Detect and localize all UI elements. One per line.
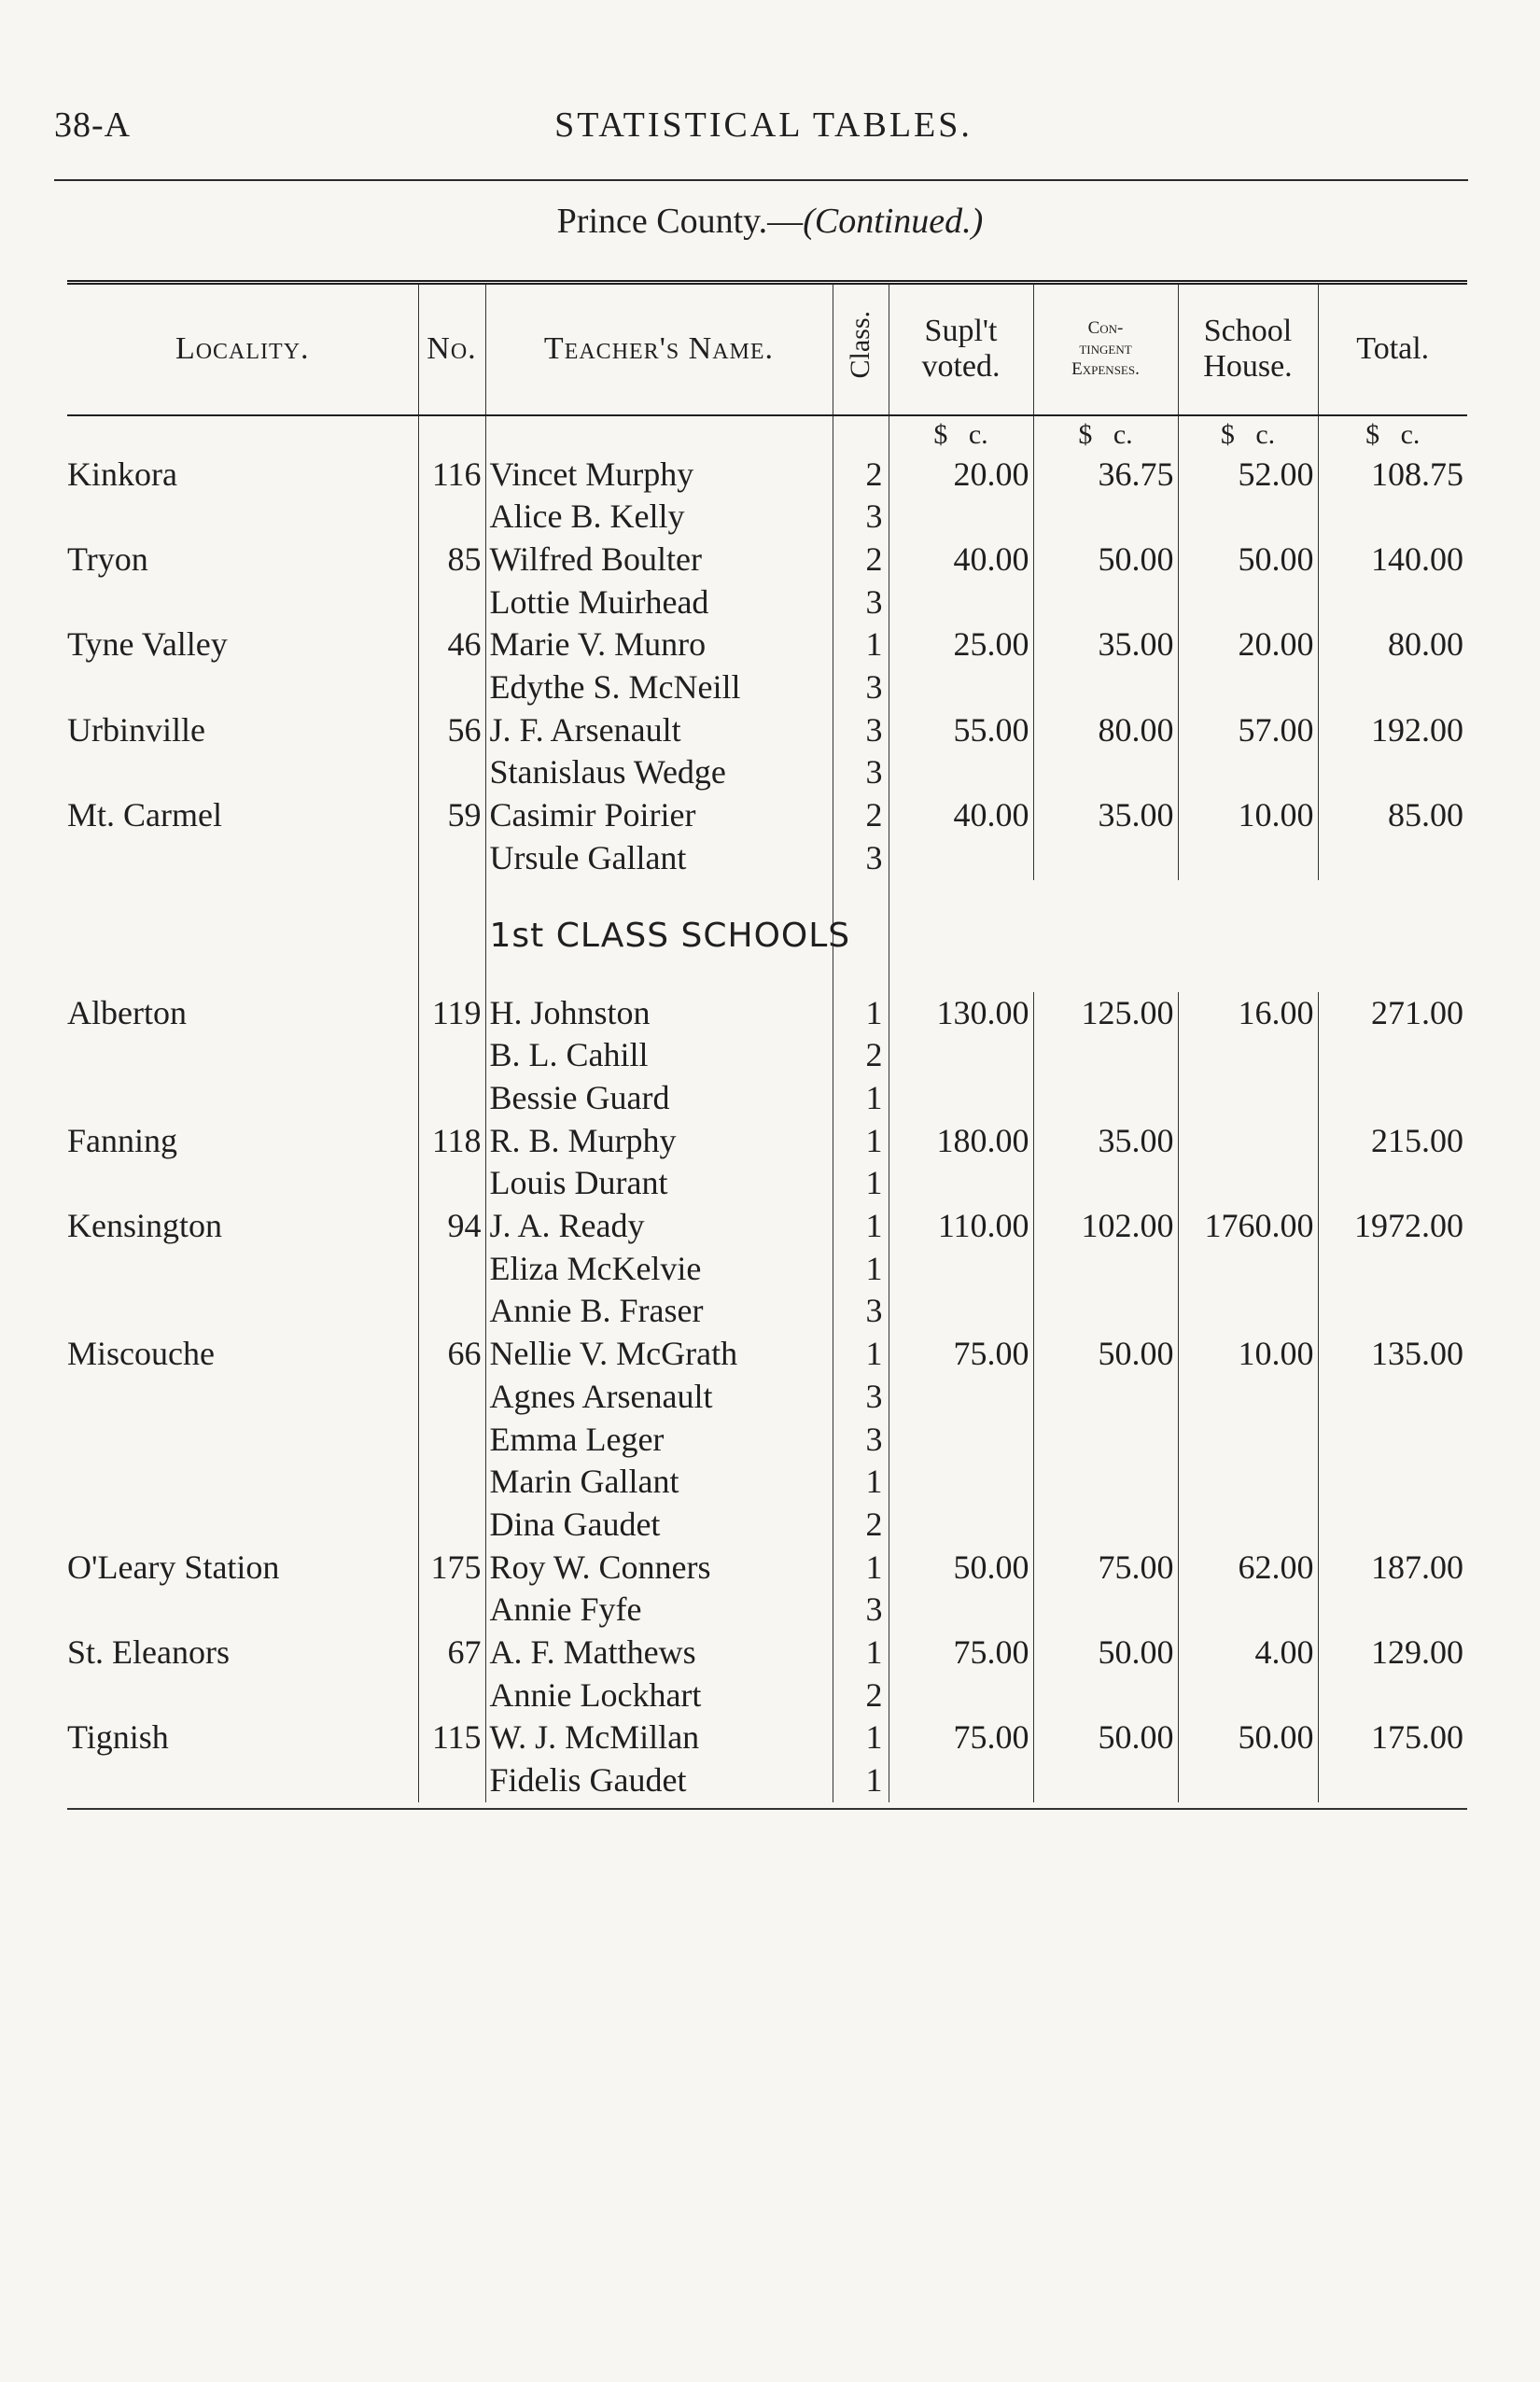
teacher-name-cell: Bessie Guard — [485, 1077, 833, 1120]
contingent-cell: 35.00 — [1033, 794, 1178, 837]
supplement-cell — [889, 1674, 1033, 1717]
class-cell: 1 — [833, 1205, 889, 1248]
teacher-name-cell: J. F. Arsenault — [485, 709, 833, 752]
locality-cell — [67, 1376, 418, 1419]
number-cell: 46 — [418, 624, 485, 666]
table-row — [67, 1376, 1467, 1419]
total-cell: 135.00 — [1318, 1333, 1467, 1376]
units-cell: $ c. — [1033, 415, 1178, 454]
total-cell: 108.75 — [1318, 454, 1467, 497]
school-house-cell — [1178, 1504, 1318, 1547]
locality-cell — [67, 1162, 418, 1205]
supplement-cell: 75.00 — [889, 1632, 1033, 1674]
teacher-name-cell: R. B. Murphy — [485, 1120, 833, 1163]
school-house-cell — [1178, 666, 1318, 709]
number-cell: 94 — [418, 1205, 485, 1248]
school-house-cell: 20.00 — [1178, 624, 1318, 666]
locality-cell — [67, 666, 418, 709]
teacher-name-cell: Casimir Poirier — [485, 794, 833, 837]
contingent-cell: 50.00 — [1033, 1716, 1178, 1759]
total-cell: 192.00 — [1318, 709, 1467, 752]
school-house-cell — [1178, 1674, 1318, 1717]
total-cell — [1318, 1034, 1467, 1077]
contingent-cell: 50.00 — [1033, 539, 1178, 581]
supplement-cell — [889, 1461, 1033, 1504]
county-subtitle — [0, 201, 1540, 242]
supplement-cell — [889, 1376, 1033, 1419]
supplement-cell — [889, 1504, 1033, 1547]
class-cell: 3 — [833, 1419, 889, 1462]
teacher-name-cell: Eliza McKelvie — [485, 1248, 833, 1291]
class-cell: 2 — [833, 454, 889, 497]
locality-cell — [67, 1674, 418, 1717]
locality-cell — [67, 1759, 418, 1802]
contingent-cell: 50.00 — [1033, 1333, 1178, 1376]
school-house-cell — [1178, 581, 1318, 624]
supplement-cell — [889, 837, 1033, 880]
section-label: 1st CLASS SCHOOLS — [485, 880, 833, 992]
table-bottom-rule — [67, 1808, 1467, 1810]
contingent-cell — [1033, 1376, 1178, 1419]
school-house-cell — [1178, 496, 1318, 539]
contingent-cell — [1033, 1248, 1178, 1291]
number-cell — [418, 1674, 485, 1717]
teacher-name-cell: Dina Gaudet — [485, 1504, 833, 1547]
class-cell: 1 — [833, 1333, 889, 1376]
teacher-name-cell: Marin Gallant — [485, 1461, 833, 1504]
contingent-cell: 80.00 — [1033, 709, 1178, 752]
locality-cell: Kinkora — [67, 455, 177, 493]
school-house-cell: 16.00 — [1178, 992, 1318, 1035]
total-cell — [1318, 1290, 1467, 1333]
supplement-cell — [889, 1419, 1033, 1462]
total-cell: 80.00 — [1318, 624, 1467, 666]
contingent-cell — [1033, 1077, 1178, 1120]
table-row — [67, 1248, 1467, 1291]
school-house-cell: 62.00 — [1178, 1547, 1318, 1590]
class-cell: 1 — [833, 1632, 889, 1674]
locality-cell: O'Leary Station — [67, 1548, 280, 1586]
school-house-cell — [1178, 1419, 1318, 1462]
units-cell: $ c. — [1318, 415, 1467, 454]
school-house-cell — [1178, 1077, 1318, 1120]
class-cell: 1 — [833, 1248, 889, 1291]
county-name: Prince County.— — [556, 202, 804, 241]
school-house-cell — [1178, 751, 1318, 794]
teacher-name-cell: Alice B. Kelly — [485, 496, 833, 539]
total-cell — [1318, 666, 1467, 709]
number-cell — [418, 751, 485, 794]
class-cell: 3 — [833, 581, 889, 624]
locality-cell: Tignish — [67, 1718, 169, 1757]
supplement-cell: 75.00 — [889, 1716, 1033, 1759]
number-cell — [418, 1248, 485, 1291]
supplement-cell — [889, 1162, 1033, 1205]
class-cell: 3 — [833, 666, 889, 709]
table-row — [67, 1290, 1467, 1333]
number-cell: 116 — [418, 454, 485, 497]
total-cell: 175.00 — [1318, 1716, 1467, 1759]
units-cell: $ c. — [889, 415, 1033, 454]
locality-cell: Miscouche — [67, 1335, 215, 1373]
number-cell — [418, 1504, 485, 1547]
class-cell: 3 — [833, 751, 889, 794]
total-cell — [1318, 581, 1467, 624]
school-house-cell — [1178, 1290, 1318, 1333]
table-row — [67, 454, 1467, 497]
class-cell: 2 — [833, 1674, 889, 1717]
table-row — [67, 1759, 1467, 1802]
contingent-header: Con- tingent Expenses. — [1033, 283, 1178, 415]
class-cell: 3 — [833, 1290, 889, 1333]
total-cell — [1318, 751, 1467, 794]
school-house-cell — [1178, 1120, 1318, 1163]
supplement-cell — [889, 666, 1033, 709]
school-house-cell — [1178, 1759, 1318, 1802]
table-row — [67, 1419, 1467, 1462]
table-row — [67, 496, 1467, 539]
supplement-cell: 20.00 — [889, 454, 1033, 497]
teacher-name-cell: Vincet Murphy — [485, 454, 833, 497]
total-cell — [1318, 496, 1467, 539]
teacher-name-cell: Marie V. Munro — [485, 624, 833, 666]
teacher-name-cell: Annie Fyfe — [485, 1589, 833, 1632]
school-house-cell — [1178, 837, 1318, 880]
header-rule — [54, 179, 1468, 181]
class-cell: 1 — [833, 1077, 889, 1120]
supplement-cell: 50.00 — [889, 1547, 1033, 1590]
number-cell — [418, 496, 485, 539]
section-row — [67, 880, 1467, 992]
number-cell: 85 — [418, 539, 485, 581]
total-cell: 140.00 — [1318, 539, 1467, 581]
total-cell — [1318, 1162, 1467, 1205]
supplement-cell: 55.00 — [889, 709, 1033, 752]
class-cell: 2 — [833, 794, 889, 837]
contingent-cell: 125.00 — [1033, 992, 1178, 1035]
supplement-header: Supl't voted. — [889, 283, 1033, 415]
locality-cell — [67, 581, 418, 624]
total-cell: 85.00 — [1318, 794, 1467, 837]
class-cell: 1 — [833, 1461, 889, 1504]
teacher-name-cell: W. J. McMillan — [485, 1716, 833, 1759]
locality-cell — [67, 1034, 418, 1077]
table-row — [67, 794, 1467, 837]
number-cell: 118 — [418, 1120, 485, 1163]
locality-cell — [67, 751, 418, 794]
contingent-cell: 35.00 — [1033, 1120, 1178, 1163]
locality-cell — [67, 1077, 418, 1120]
supplement-cell: 130.00 — [889, 992, 1033, 1035]
number-cell — [418, 1419, 485, 1462]
class-cell: 3 — [833, 496, 889, 539]
supplement-cell — [889, 1077, 1033, 1120]
school-house-cell — [1178, 1034, 1318, 1077]
total-cell: 271.00 — [1318, 992, 1467, 1035]
supplement-cell: 40.00 — [889, 794, 1033, 837]
supplement-cell — [889, 1589, 1033, 1632]
contingent-cell: 50.00 — [1033, 1632, 1178, 1674]
number-cell — [418, 1290, 485, 1333]
no-header: No. — [418, 283, 485, 415]
number-cell — [418, 1759, 485, 1802]
supplement-cell: 180.00 — [889, 1120, 1033, 1163]
total-header: Total. — [1318, 283, 1467, 415]
supplement-cell: 40.00 — [889, 539, 1033, 581]
contingent-cell: 75.00 — [1033, 1547, 1178, 1590]
supplement-cell: 110.00 — [889, 1205, 1033, 1248]
number-cell: 119 — [418, 992, 485, 1035]
number-cell — [418, 1162, 485, 1205]
supplement-cell — [889, 496, 1033, 539]
class-cell: 1 — [833, 1547, 889, 1590]
total-cell: 1972.00 — [1318, 1205, 1467, 1248]
contingent-cell — [1033, 1674, 1178, 1717]
locality-cell — [67, 1290, 418, 1333]
page-header — [54, 105, 1473, 151]
contingent-cell: 102.00 — [1033, 1205, 1178, 1248]
supplement-cell — [889, 581, 1033, 624]
total-cell — [1318, 837, 1467, 880]
supplement-cell — [889, 1759, 1033, 1802]
class-cell: 3 — [833, 1376, 889, 1419]
number-cell: 175 — [418, 1547, 485, 1590]
locality-header: Locality. — [67, 283, 418, 415]
contingent-cell — [1033, 1759, 1178, 1802]
continued-label: (Continued.) — [803, 202, 984, 241]
teacher-name-cell: Stanislaus Wedge — [485, 751, 833, 794]
class-cell: 2 — [833, 539, 889, 581]
supplement-cell — [889, 751, 1033, 794]
class-cell: 3 — [833, 837, 889, 880]
school-house-cell — [1178, 1162, 1318, 1205]
school-house-cell: 52.00 — [1178, 454, 1318, 497]
locality-cell: Alberton — [67, 993, 187, 1031]
teacher-name-cell: B. L. Cahill — [485, 1034, 833, 1077]
class-cell: 1 — [833, 1759, 889, 1802]
header-row — [67, 283, 1467, 415]
table-row — [67, 1674, 1467, 1717]
supplement-cell — [889, 1034, 1033, 1077]
class-cell: 1 — [833, 1716, 889, 1759]
class-cell: 3 — [833, 1589, 889, 1632]
total-cell — [1318, 1759, 1467, 1802]
teacher-name-cell: Roy W. Conners — [485, 1547, 833, 1590]
locality-cell — [67, 1419, 418, 1462]
statistics-table — [67, 280, 1467, 1802]
locality-cell: Kensington — [67, 1207, 222, 1245]
locality-cell: Tyne Valley — [67, 625, 228, 664]
teacher-name-cell: A. F. Matthews — [485, 1632, 833, 1674]
number-cell — [418, 1034, 485, 1077]
total-cell — [1318, 1248, 1467, 1291]
table-row — [67, 1162, 1467, 1205]
locality-cell: Fanning — [67, 1121, 178, 1159]
teacher-name-cell: Agnes Arsenault — [485, 1376, 833, 1419]
total-cell — [1318, 1077, 1467, 1120]
table-row — [67, 1547, 1467, 1590]
total-cell — [1318, 1419, 1467, 1462]
class-cell: 1 — [833, 1120, 889, 1163]
number-cell: 59 — [418, 794, 485, 837]
school-house-cell: 10.00 — [1178, 794, 1318, 837]
locality-cell — [67, 837, 418, 880]
contingent-cell: 35.00 — [1033, 624, 1178, 666]
school-house-cell — [1178, 1248, 1318, 1291]
number-cell — [418, 1077, 485, 1120]
number-cell — [418, 1376, 485, 1419]
teacher-name-cell: Ursule Gallant — [485, 837, 833, 880]
page-number: 38-A — [54, 105, 132, 145]
number-cell — [418, 1589, 485, 1632]
school-house-cell — [1178, 1376, 1318, 1419]
class-cell: 3 — [833, 709, 889, 752]
teacher-name-cell: Louis Durant — [485, 1162, 833, 1205]
number-cell: 66 — [418, 1333, 485, 1376]
teacher-name-cell: H. Johnston — [485, 992, 833, 1035]
teacher-name-cell: Edythe S. McNeill — [485, 666, 833, 709]
teacher-name-cell: Fidelis Gaudet — [485, 1759, 833, 1802]
table-row — [67, 1077, 1467, 1120]
table-row — [67, 539, 1467, 581]
table-row — [67, 1504, 1467, 1547]
total-cell: 129.00 — [1318, 1632, 1467, 1674]
table-row — [67, 751, 1467, 794]
number-cell — [418, 837, 485, 880]
total-cell — [1318, 1589, 1467, 1632]
table-row — [67, 1120, 1467, 1163]
school-house-cell: 1760.00 — [1178, 1205, 1318, 1248]
table-row — [67, 1632, 1467, 1674]
number-cell: 115 — [418, 1716, 485, 1759]
units-cell: $ c. — [1178, 415, 1318, 454]
contingent-cell — [1033, 751, 1178, 794]
table-row — [67, 837, 1467, 880]
supplement-cell: 75.00 — [889, 1333, 1033, 1376]
school-house-cell: 4.00 — [1178, 1632, 1318, 1674]
class-cell: 1 — [833, 1162, 889, 1205]
number-cell: 56 — [418, 709, 485, 752]
table-row — [67, 992, 1467, 1035]
table-row — [67, 581, 1467, 624]
contingent-cell — [1033, 1162, 1178, 1205]
total-cell — [1318, 1504, 1467, 1547]
teacher-name-cell: Lottie Muirhead — [485, 581, 833, 624]
contingent-cell — [1033, 666, 1178, 709]
teacher-name-cell: Emma Leger — [485, 1419, 833, 1462]
table-row — [67, 1205, 1467, 1248]
class-cell: 1 — [833, 624, 889, 666]
table-row — [67, 1461, 1467, 1504]
teacher-name-cell: Annie B. Fraser — [485, 1290, 833, 1333]
contingent-cell — [1033, 1461, 1178, 1504]
supplement-cell — [889, 1248, 1033, 1291]
contingent-cell — [1033, 1034, 1178, 1077]
number-cell — [418, 1461, 485, 1504]
contingent-cell — [1033, 1290, 1178, 1333]
table-row — [67, 1716, 1467, 1759]
total-cell — [1318, 1674, 1467, 1717]
table-row — [67, 1589, 1467, 1632]
school-house-cell — [1178, 1589, 1318, 1632]
locality-cell — [67, 1248, 418, 1291]
table-row — [67, 709, 1467, 752]
class-cell: 2 — [833, 1504, 889, 1547]
school-house-cell: 57.00 — [1178, 709, 1318, 752]
locality-cell: St. Eleanors — [67, 1633, 230, 1672]
class-cell: 1 — [833, 992, 889, 1035]
supplement-cell — [889, 1290, 1033, 1333]
contingent-cell — [1033, 1589, 1178, 1632]
total-cell — [1318, 1461, 1467, 1504]
number-cell: 67 — [418, 1632, 485, 1674]
table-row — [67, 624, 1467, 666]
units-row — [67, 415, 1467, 454]
table-row — [67, 1333, 1467, 1376]
teacher-name-cell: Annie Lockhart — [485, 1674, 833, 1717]
teacher-name-cell: Wilfred Boulter — [485, 539, 833, 581]
contingent-cell: 36.75 — [1033, 454, 1178, 497]
school-house-cell — [1178, 1461, 1318, 1504]
locality-cell: Urbinville — [67, 710, 205, 749]
contingent-cell — [1033, 837, 1178, 880]
table-row — [67, 1034, 1467, 1077]
teacher-name-cell: Nellie V. McGrath — [485, 1333, 833, 1376]
school-house-header: School House. — [1178, 283, 1318, 415]
school-house-cell: 50.00 — [1178, 1716, 1318, 1759]
locality-cell: Mt. Carmel — [67, 796, 222, 834]
table-row — [67, 666, 1467, 709]
contingent-cell — [1033, 1419, 1178, 1462]
locality-cell — [67, 1461, 418, 1504]
total-cell: 215.00 — [1318, 1120, 1467, 1163]
page-title: STATISTICAL TABLES. — [554, 105, 973, 145]
class-cell: 2 — [833, 1034, 889, 1077]
teacher-header: Teacher's Name. — [485, 283, 833, 415]
contingent-cell — [1033, 581, 1178, 624]
total-cell — [1318, 1376, 1467, 1419]
school-house-cell: 10.00 — [1178, 1333, 1318, 1376]
number-cell — [418, 666, 485, 709]
teacher-name-cell: J. A. Ready — [485, 1205, 833, 1248]
total-cell: 187.00 — [1318, 1547, 1467, 1590]
class-header: Class. — [833, 283, 889, 415]
locality-cell: Tryon — [67, 539, 148, 578]
locality-cell — [67, 1589, 418, 1632]
supplement-cell: 25.00 — [889, 624, 1033, 666]
locality-cell — [67, 496, 418, 539]
number-cell — [418, 581, 485, 624]
locality-cell — [67, 1504, 418, 1547]
contingent-cell — [1033, 496, 1178, 539]
contingent-cell — [1033, 1504, 1178, 1547]
school-house-cell: 50.00 — [1178, 539, 1318, 581]
